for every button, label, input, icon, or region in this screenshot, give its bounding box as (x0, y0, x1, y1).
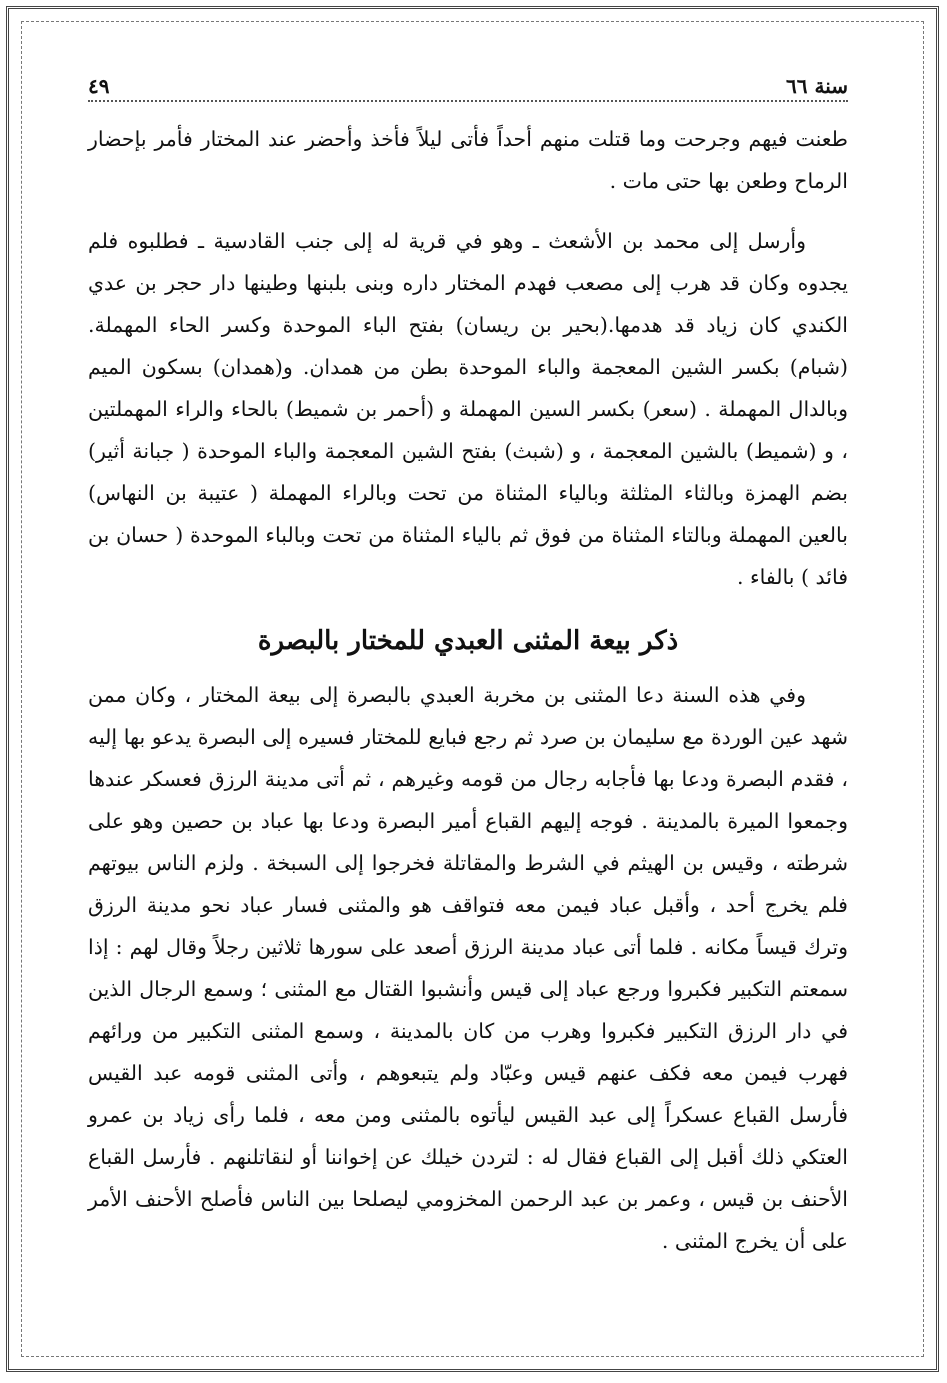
page-number: ٤٩ (88, 74, 110, 98)
section-title: ذكر بيعة المثنى العبدي للمختار بالبصرة (257, 626, 679, 656)
book-page (88, 74, 848, 1324)
section-paragraph: وفي هذه السنة دعا المثنى بن مخربة العبدي بالبصرة إلى بيعة المختار ، وكان ممن شهد عين الوردة مع سليمان بن صرد ثم رجع فبايع للمختار فسيره إلى البصرة يدعو بها إليه ، فقدم البصرة ودعا بها فأجابه رجال من قومه وغيرهم ، ثم أتى مدينة الرزق فعسكر عندها وجمعوا الميرة بالمدينة . فوجه إليهم القباع أمير البصرة ودعا بها عباد بن حصين وهو على شرطته ، وقيس بن الهيثم في الشرط والمقاتلة فخرجوا إلى السبخة . ولزم الناس بيوتهم فلم يخرج أحد ، وأقبل عباد فيمن معه فتواقف هو والمثنى فسار عباد نحو مدينة الرزق وترك قيساً مكانه . فلما أتى عباد مدينة الرزق أصعد على سورها ثلاثين رجلاً وقال لهم : إذا سمعتم التكبير فكبروا ورجع عباد إلى قيس وأنشبوا القتال مع المثنى ؛ وسمع الرجال الذين في دار الرزق التكبير فكبروا وهرب من كان بالمدينة ، وسمع المثنى التكبير من ورائهم فهرب فيمن معه فكف عنهم قيس وعبّاد ولم يتبعوهم ، وأتى المثنى قومه عبد القيس فأرسل القباع عسكراً إلى عبد القيس ليأتوه بالمثنى ومن معه ، فلما رأى زياد بن عمرو العتكي ذلك أقبل إلى القباع فقال له : لتردن خيلك عن إخواننا أو لنقاتلنهم . فأرسل القباع الأحنف بن قيس ، وعمر بن عبد الرحمن المخزومي ليصلحا بين الناس فأصلح الأحنف الأمر على أن يخرج المثنى . (88, 683, 848, 1253)
paragraph-2: وأرسل إلى محمد بن الأشعث ـ وهو في قرية له إلى جنب القادسية ـ فطلبوه فلم يجدوه وكان قد هرب إلى مصعب فهدم المختار داره وبنى بلبنها وطينها دار حجر بن عدي الكندي كان زياد قد هدمها.(بحير بن ريسان) بفتح الباء الموحدة وكسر الحاء المهملة. (شبام) بكسر الشين المعجمة والباء الموحدة بطن من همدان. و(همدان) بسكون الميم وبالدال المهملة . (سعر) بكسر السين المهملة و (أحمر بن شميط) بالحاء والراء المهملتين ، و (شميط) بالشين المعجمة ، و (شبث) بفتح الشين المعجمة والباء الموحدة ( جبانة أثير) بضم الهمزة وبالثاء المثلثة وبالياء المثناة من تحت وبالراء المهملة ( عتيبة بن النهاس) بالعين المهملة وبالتاء المثناة من فوق ثم بالياء المثناة من تحت وبالباء الموحدة ( حسان بن فائد ) بالفاء . (88, 229, 848, 589)
header-title: سنة ٦٦ (786, 74, 848, 98)
paragraph-1: طعنت فيهم وجرحت وما قتلت منهم أحداً فأتى ليلاً فأخذ وأحضر عند المختار فأمر بإحضار الرماح وطعن بها حتى مات . (88, 127, 848, 193)
running-header (88, 74, 848, 102)
